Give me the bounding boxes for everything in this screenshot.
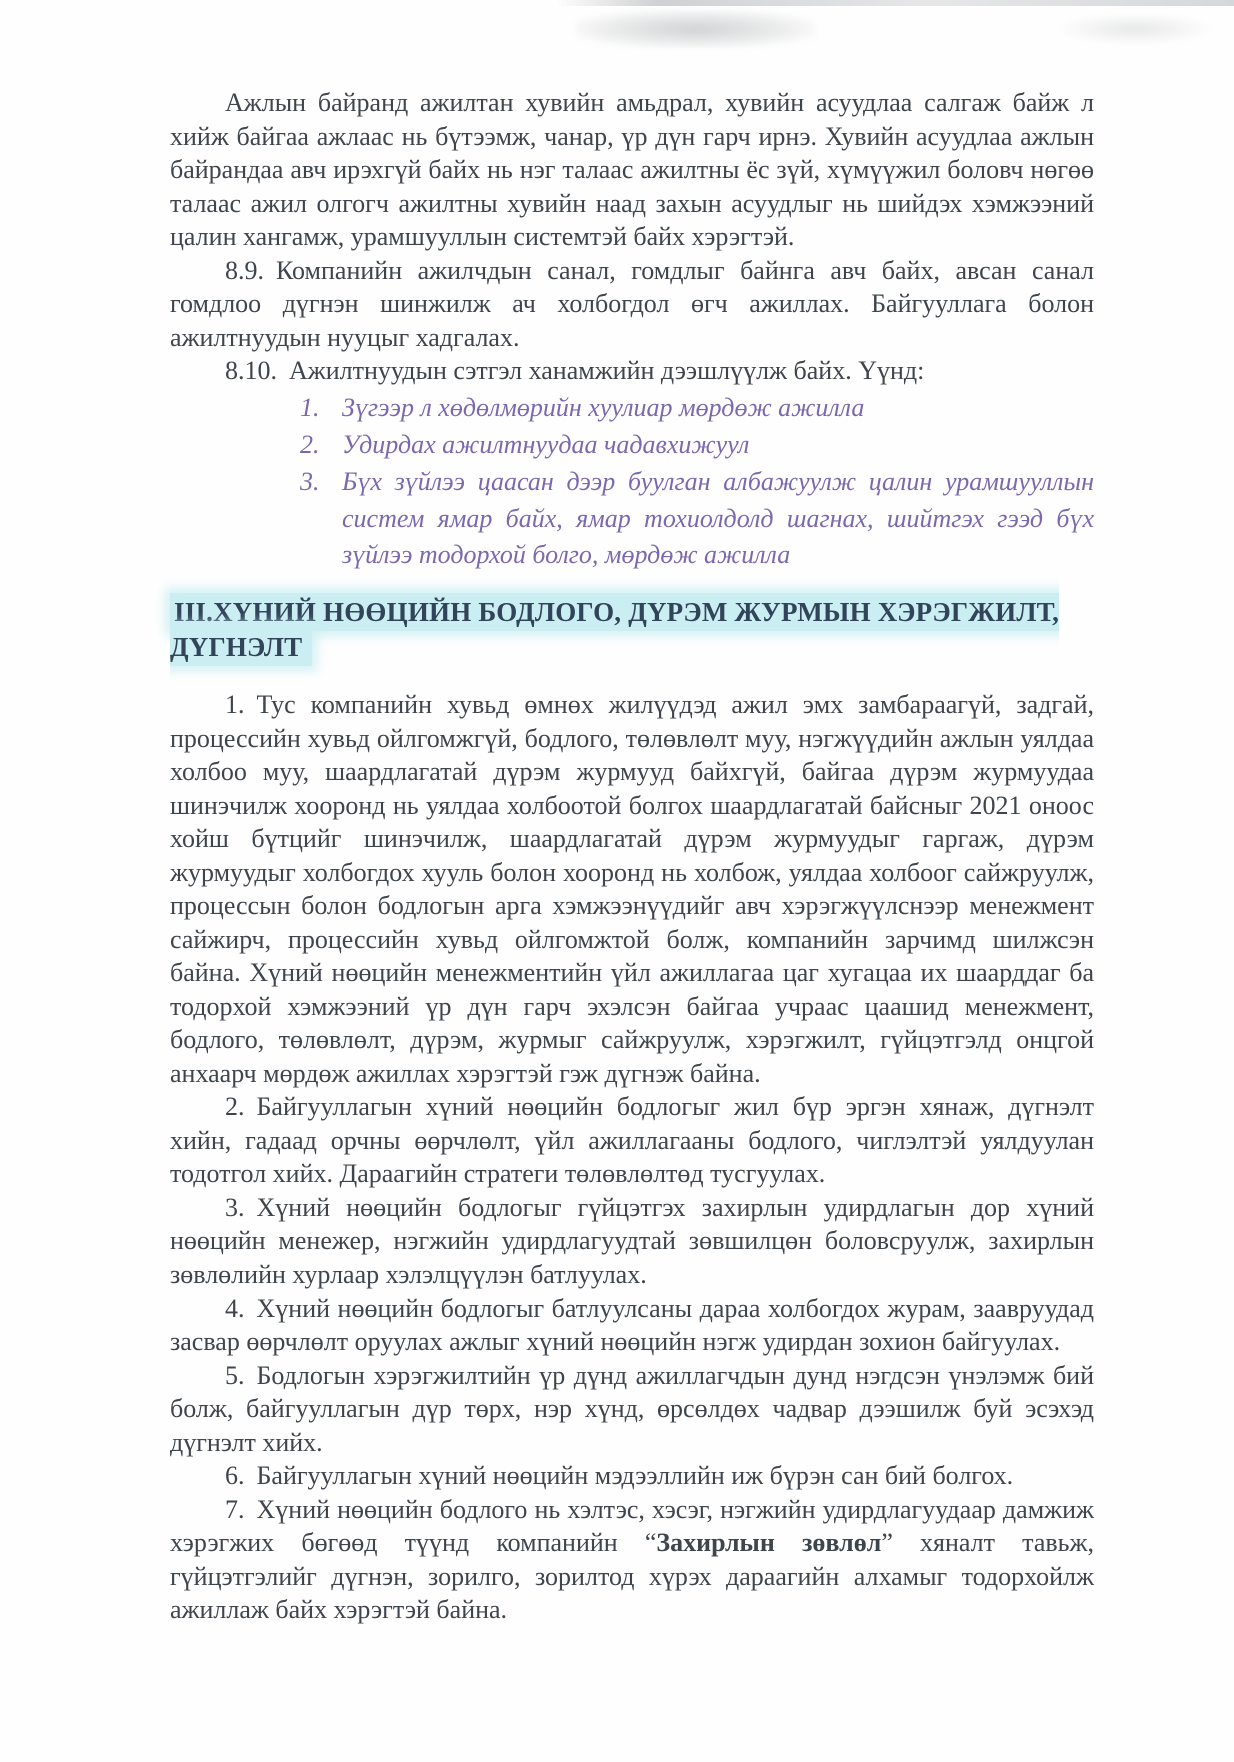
section-paragraph-1 [170, 688, 1094, 1090]
list-item-text: Зүгээр л хөдөлмөрийн хуулиар мөрдөж ажилла [342, 392, 865, 422]
section-paragraph-3 [170, 1191, 1094, 1292]
paragraph-number: 6. [225, 1461, 245, 1491]
scan-top-edge-artifact [555, 0, 1234, 6]
list-item-number: 2. [300, 429, 320, 459]
section-paragraph-5 [170, 1359, 1094, 1460]
list-item-number: 1. [300, 392, 320, 422]
paragraph-number: 4. [225, 1293, 245, 1323]
paragraph-number: 7. [225, 1494, 245, 1524]
clause-text: Ажилтнуудын сэтгэл ханамжийн дээшлүүлж байх. Үүнд: [289, 356, 925, 386]
list-item [300, 427, 1094, 464]
section-paragraph-7 [170, 1493, 1094, 1627]
paragraph-text: Байгууллагын хүний нөөцийн бодлогыг жил бүр эргэн хянаж, дүгнэлт хийн, гадаад орчны өөрчлөлт, үйл ажиллагааны бодлого, чиглэлтэй уялдуулан тодотгол хийх. Дараагийн стратеги төлөвлөлтөд тусгуулах. [170, 1092, 1094, 1189]
scan-bottom-edge-artifact [0, 1753, 1234, 1762]
paragraph-text: Байгууллагын хүний нөөцийн мэдээллийн иж бүрэн сан бий болгох. [256, 1461, 1014, 1491]
clause-text: Компанийн ажилчдын санал, гомдлыг байнга авч байх, авсан санал гомдлоо дүгнэн шинжилж ач холбогдол өгч ажиллах. Байгууллага болон ажилтнуудын нууцыг хадгалах. [170, 255, 1094, 352]
list-item [300, 464, 1094, 575]
paragraph-number: 3. [225, 1192, 245, 1222]
section-paragraph-4 [170, 1292, 1094, 1359]
document-text-column [170, 86, 1094, 1627]
list-item-text: Удирдах ажилтнуудаа чадавхижуул [342, 429, 750, 459]
section-paragraph-2 [170, 1090, 1094, 1191]
clause-number: 8.9. [225, 255, 264, 285]
paragraph-text: Хүний нөөцийн бодлогыг гүйцэтгэх захирлын удирдлагын дор хүний нөөцийн менежер, нэгжийн удирдлагуудтай зөвшилцөн боловсруулж, захирлын зөвлөлийн хурлаар хэлэлцүүлэн батлуулах. [170, 1192, 1094, 1289]
intro-paragraph: Ажлын байранд ажилтан хувийн амьдрал, хувийн асуудлаа салгаж байж л хийж байгаа ажлаас нь бүтээмж, чанар, үр дүн гарч ирнэ. Хувийн асуудлаа ажлын байрандаа авч ирэхгүй байх нь нэг талаас ажилтны ёс зүй, хүмүүжил боловч нөгөө талаас ажил олгогч ажилтны хувийн наад захын асуудлыг нь шийдэх хэмжээний цалин хангамж, урамшууллын системтэй байх хэрэгтэй. [170, 88, 1094, 252]
paragraph-text: Бодлогын хэрэгжилтийн үр дүнд ажиллагчдын дунд нэгдсэн үнэлэмж бий болж, байгууллагын дүр төрх, нэр хүнд, өрсөлдөх чадвар дээшилж буй эсэхэд дүгнэлт хийх. [170, 1360, 1094, 1457]
clause-number: 8.10. [225, 356, 277, 386]
scan-smudge-artifact [1060, 14, 1210, 44]
clause-8-9 [170, 254, 1094, 355]
paragraph-number: 5. [225, 1360, 245, 1390]
paragraph-text: Хүний нөөцийн бодлого нь хэлтэс, хэсэг, нэгжийн удирдлагуудаар дамжиж хэрэгжих бөгөөд түүнд компанийн “ [170, 1494, 1094, 1558]
paragraph-number: 2. [225, 1092, 245, 1122]
scan-smudge-artifact [575, 10, 815, 48]
section-paragraph-6 [170, 1459, 1094, 1493]
highlighted-sublist [170, 390, 1094, 575]
list-item [300, 390, 1094, 427]
section-heading: III.ХҮНИЙ НӨӨЦИЙН БОДЛОГО, ДҮРЭМ ЖУРМЫН ХЭРЭГЖИЛТ, ДҮГНЭЛТ [170, 593, 1059, 666]
paragraph-text: Хүний нөөцийн бодлогыг батлуулсаны дараа холбогдох журам, заавруудад засвар өөрчлөлт оруулах ажлыг хүний нөөцийн нэгж удирдан зохион байгуулах. [170, 1293, 1094, 1357]
list-item-text: Бүх зүйлээ цаасан дээр буулган албажуулж цалин урамшууллын систем ямар байх, ямар тохиолдолд шагнах, шийтгэх гээд бүх зүйлээ тодорхой болго, мөрдөж ажилла [342, 466, 1094, 570]
paragraph-bold-text: Захирлын зөвлөл [656, 1528, 882, 1558]
section-heading-row [170, 595, 1094, 665]
list-item-number: 3. [300, 466, 320, 496]
clause-8-10 [170, 354, 1094, 388]
paragraph-number: 1. [225, 689, 245, 719]
paragraph-text: ” хяналт тавьж, гүйцэтгэлийг дүгнэн, зорилго, зорилтод хүрэх дараагийн алхамыг тодорхойлж ажиллаж байх хэрэгтэй байна. [170, 1528, 1094, 1625]
paragraph-text: Тус компанийн хувьд өмнөх жилүүдэд ажил эмх замбараагүй, задгай, процессийн хувьд ойлгомжгүй, бодлого, төлөвлөлт муу, нэгжүүдийн ажлын уялдаа холбоо муу, шаардлагатай дүрэм журмууд байхгүй, байгаа дүрэм журмуудаа шинэчилж хооронд нь уялдаа холбоотой болгох шаардлагатай байсныг 2021 оноос хойш бүтцийг шинэчилж, шаардлагатай дүрэм журмуудыг гаргаж, дүрэм журмуудыг холбогдох хууль болон хооронд нь холбож, уялдаа холбоог сайжруулж, процессын болон бодлогын арга хэмжээнүүдийг авч хэрэгжүүлснээр менежмент сайжирч, процессийн хувьд ойлгомжтой болж, компанийн зарчимд шилжсэн байна. Хүний нөөцийн менежментийн үйл ажиллагаа цаг хугацаа их шаарддаг ба тодорхой хэмжээний үр дүн гарч эхэлсэн байгаа учраас цаашид менежмент, бодлого, төлөвлөлт, дүрэм, журмыг сайжруулж, хэрэгжилт, гүйцэтгэлд онцгой анхаарч мөрдөж ажиллах хэрэгтэй гэж дүгнэж байна. [170, 689, 1094, 1088]
